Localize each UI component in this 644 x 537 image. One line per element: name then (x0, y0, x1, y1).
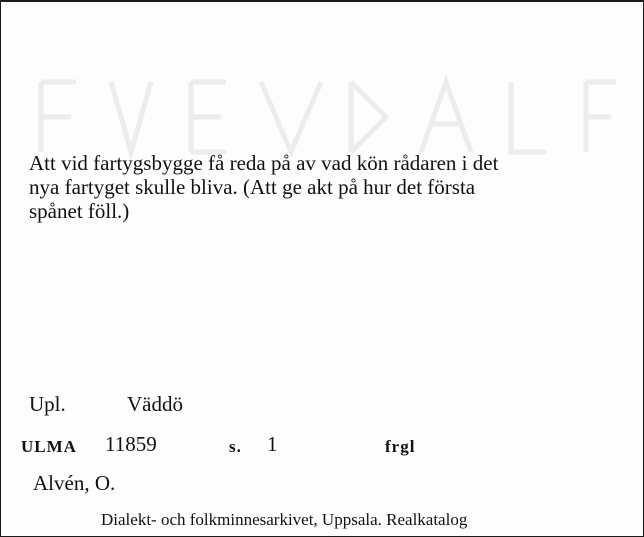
province-label: Upl. (29, 392, 66, 416)
archive-code: ULMA (21, 437, 77, 456)
card-description: Att vid fartygsbygge få reda på av vad kön rådaren i det nya fartyget skulle bliva. (Att ge akt på hur det första spånet föll.) (29, 151, 499, 223)
archive-number: 11859 (105, 432, 157, 456)
collector-name: Alvén, O. (33, 471, 116, 495)
page-number: 1 (267, 432, 278, 456)
archive-footer: Dialekt- och folkminnesarkivet, Uppsala. Realkatalog (101, 510, 468, 529)
page-label: s. (229, 437, 242, 456)
parish-label: Väddö (127, 392, 183, 416)
category-code: frgl (385, 437, 416, 456)
